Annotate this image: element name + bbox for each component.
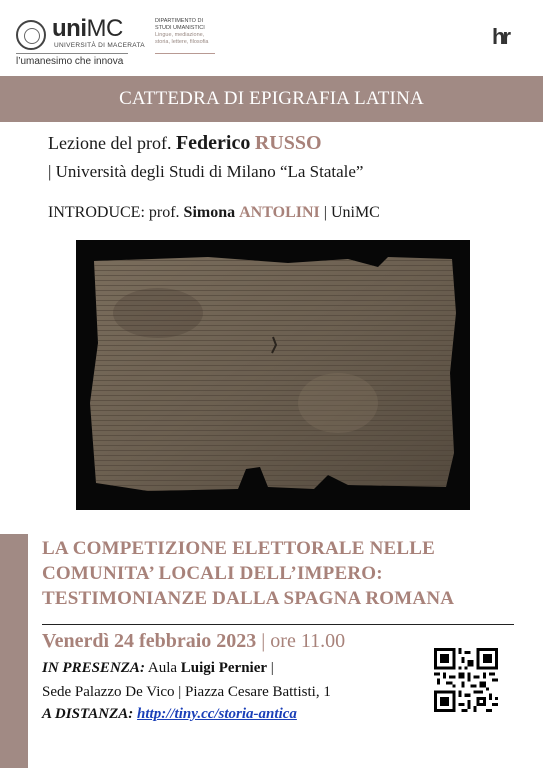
logo-subtitle: UNIVERSITÀ DI MACERATA	[54, 42, 145, 49]
event-date-time: Venerdì 24 febbraio 2023 | ore 11.00	[42, 630, 346, 652]
university-seal-icon	[16, 20, 46, 50]
address-line: Sede Palazzo De Vico | Piazza Cesare Battisti, 1	[42, 684, 331, 700]
in-person-line: IN PRESENZA: Aula Luigi Pernier |	[42, 660, 274, 676]
qr-code-icon[interactable]	[434, 648, 498, 712]
lecturer-line: Lezione del prof. Federico RUSSO	[48, 132, 322, 154]
remote-line: A DISTANZA: http://tiny.cc/storia-antica	[42, 706, 297, 722]
talk-title: LA COMPETIZIONE ELETTORALE NELLE COMUNITA’ LOCALI DELL’IMPERO: TESTIMONIANZE DALLA SPAGNA ROMANA	[42, 538, 455, 609]
logo-divider	[16, 53, 128, 54]
unimc-logo: uniMC	[52, 15, 123, 42]
introduction-line: INTRODUCE: prof. Simona ANTOLINI | UniMC	[48, 204, 380, 221]
tagline: l’umanesimo che innova	[16, 56, 124, 67]
header	[0, 0, 543, 70]
remote-link[interactable]: http://tiny.cc/storia-antica	[137, 706, 297, 722]
bronze-tablet-image	[88, 253, 458, 493]
introducer-first-name: Simona	[183, 204, 236, 221]
lecturer-first-name: Federico	[175, 132, 251, 154]
lecturer-university: | Università degli Studi di Milano “La Statale”	[48, 162, 364, 181]
chair-banner: CATTEDRA DI EPIGRAFIA LATINA	[0, 76, 543, 122]
department-logo: DIPARTIMENTO DI STUDI UMANISTICI Lingue, mediazione, storia, lettere, filosofia	[155, 18, 209, 45]
lecturer-surname: RUSSO	[254, 132, 322, 154]
department-divider	[155, 53, 215, 54]
introducer-surname: ANTOLINI	[239, 204, 320, 221]
decorative-side-bar	[0, 534, 28, 768]
title-divider	[42, 624, 514, 625]
hr-logo: hr	[492, 24, 508, 49]
